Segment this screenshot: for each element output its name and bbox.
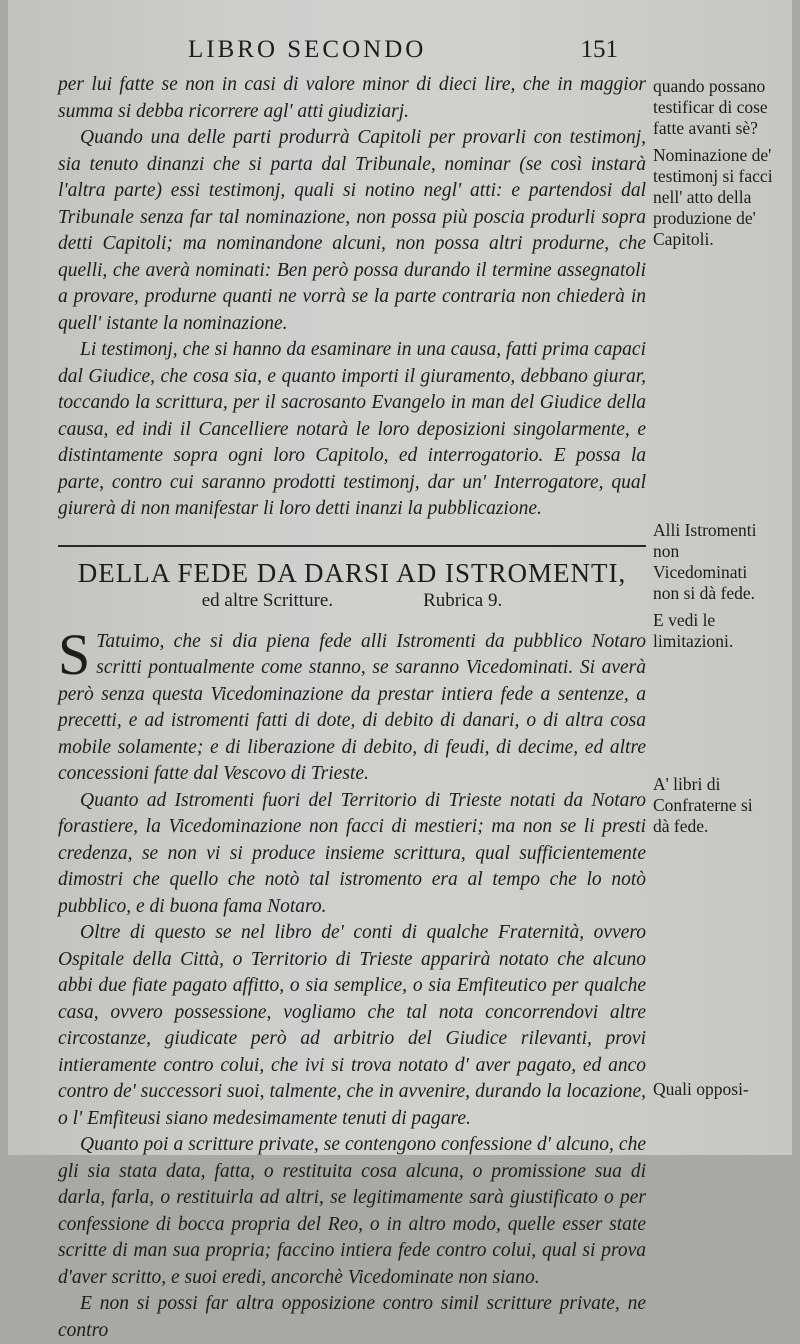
page-number: 151 xyxy=(580,36,618,63)
margin-notes-top xyxy=(653,76,773,256)
page-header xyxy=(188,36,618,68)
paragraph-6: Oltre di questo se nel libro de' conti di qualche Fraternità, ovvero Ospitale della Città, o Territorio di Trieste apparirà notato che alcuno abbi due fiate pagato affitto, o sia semplice, o sia Emfiteutico per qualche casa, ovvero possessione, vogliamo che tal nota concorrendovi altre circostanze, giudicate però ad arbitrio del Giudice rilevanti, provi intieramente contro colui, che ivi si trova notato d' aver pagato, ed anco contro de' successori suoi, talmente, che in avvenire, durando la locazione, o l' Emfiteusi siano medesimamente tenuti di pagare. xyxy=(58,922,646,1129)
paragraph-5: Quanto ad Istromenti fuori del Territorio di Trieste notati da Notaro forastiere, la Vicedominazione non facci di mestieri; ma non se li presti credenza, se non vi si produce insieme scrittura, qual sufficientemente dimostri che quello che notò tal istromento era al tempo che lo notò pubblico, e di buona fama Notaro. xyxy=(58,789,646,917)
section-divider xyxy=(58,545,646,547)
paragraph-3: Li testimonj, che si hanno da esaminare in una causa, fatti prima capaci dal Giudice, che cosa sia, e quanto importi il giuramento, debbano giurar, toccando la scrittura, per il sacrosanto Evangelo in man del Giudice della causa, ed indi il Cancelliere notarà le loro deposizioni singolarmente, e distintamente sopra ogni loro Capitolo, ed interrogatorio. E possa la parte, contro cui saranno prodotti testimonj, dar un' Interrogatore, qual giurerà di non manifestar li loro detti inanzi la pubblicazione. xyxy=(58,339,646,519)
margin-notes-middle xyxy=(653,520,773,658)
paragraph-2: Quando una delle parti produrrà Capitoli per provarli con testimonj, sia tenuto dinanzi che si parta dal Tribunale, nominar (se così instarà l'altra parte) essi testimonj, quali si notino negl' atti: e partendosi dal Tribunale senza far tal nominazione, non possa più poscia produrli sopra detti Capitoli; ma nominandone alcuni, non possa altri produrne, che quelli, che averà nominati: Ben però possa durando il termine assegnatoli a provare, produrne quanti ne vorrà se la parte contraria non chiederà in quell' istante la nominazione. xyxy=(58,127,646,334)
running-title: LIBRO SECONDO xyxy=(188,36,427,63)
rubric-subtitle-line xyxy=(58,589,646,613)
margin-note: Quali opposi- xyxy=(653,1079,749,1099)
paragraph-7: Quanto poi a scritture private, se contengono confessione d' alcuno, che gli sia stata data, fatta, o restituita cosa alcuna, o promissione sua di darla, farla, o restituirla ad altri, se legitimamente sarà giustificato o per confessione di bocca propria del Reo, o in altro modo, quelle esser state scritte di man sua propria; faccino intiera fede contro colui, qual si prova d'aver scritto, e suoi eredi, ancorchè Vicedominate non siano. xyxy=(58,1134,646,1288)
paragraph-1: per lui fatte se non in casi di valore minor di dieci lire, che in maggior summa si debba ricorrere agl' atti giudiziarj. xyxy=(58,74,646,122)
margin-note: A' libri di Confraterne si dà fede. xyxy=(653,774,753,836)
paragraph-4 xyxy=(58,621,646,788)
margin-note: E vedi le limitazioni. xyxy=(653,610,734,651)
margin-notes-bottom xyxy=(653,1079,773,1106)
main-text-column xyxy=(58,72,646,1344)
paragraph-8: E non si possi far altra opposizione contro simil scritture private, ne contro xyxy=(58,1293,646,1341)
rubric-title: DELLA FEDE DA DARSI AD ISTROMENTI, xyxy=(77,557,627,588)
margin-note: quando possano testificar di cose fatte avanti sè? xyxy=(653,76,768,138)
paragraph-4-text: Tatuimo, che si dia piena fede alli Istromenti da pubblico Notaro scritti pontualmente come stanno, se saranno Vicedominati. Si averà però senza questa Vicedominazione da prestar intiera fede a sentenze, a precetti, e ad istromenti fatti di dote, di debito di danari, o di altra cosa mobile solamente; e di liberazione di debito, di feudi, di decime, ed altre concessioni fatte dal Vescovo di Trieste. xyxy=(58,630,646,784)
rubric-subtitle: ed altre Scritture. xyxy=(201,589,334,611)
drop-cap: S xyxy=(58,621,91,687)
margin-note: Alli Istromenti non Vicedominati non si dà fede. xyxy=(653,520,757,603)
rubric-number: Rubrica 9. xyxy=(423,589,503,611)
margin-notes-lower xyxy=(653,774,773,843)
book-page xyxy=(8,0,792,1341)
margin-note: Nominazione de' testimonj si facci nell' atto della produzione de' Capitoli. xyxy=(653,145,773,249)
